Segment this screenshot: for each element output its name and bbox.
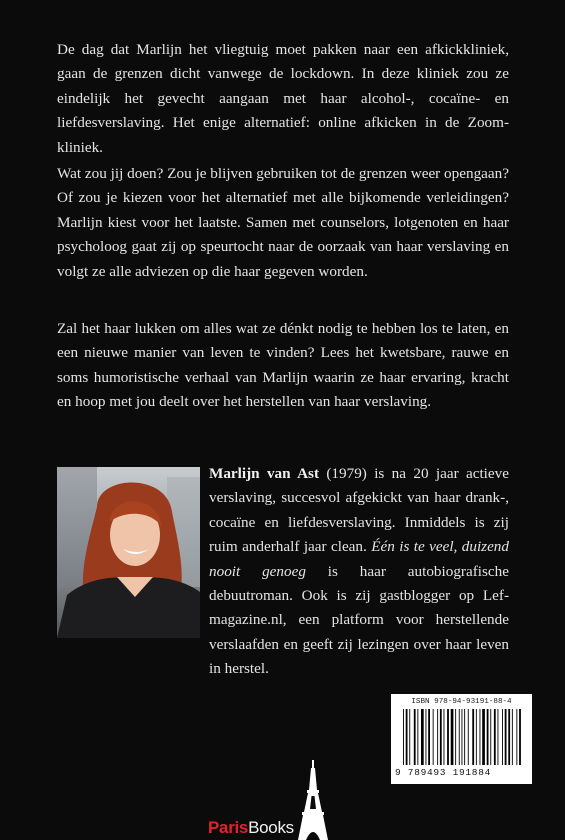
publisher-name-part-1: Paris bbox=[208, 818, 249, 837]
barcode-bar bbox=[428, 709, 430, 765]
barcode-bar bbox=[462, 709, 463, 765]
blurb-paragraph-3: Zal het haar lukken om alles wat ze dénkt nodig te hebben los te laten, en een nieuwe manier van leven te vinden? Lees het kwetsbare, rauwe en soms humoristische verhaal van Marlijn waarin ze haar ervaring, kracht en hoop met jou deelt over het herstellen van haar verslaving. bbox=[57, 320, 509, 411]
barcode-bar bbox=[494, 709, 496, 765]
barcode-bar bbox=[440, 709, 442, 765]
barcode-bar bbox=[444, 709, 445, 765]
barcode-bar bbox=[426, 709, 427, 765]
barcode-bar bbox=[502, 709, 503, 765]
barcode-bar bbox=[508, 709, 510, 765]
publisher-name bbox=[208, 818, 294, 838]
barcode-bar bbox=[472, 709, 474, 765]
eiffel-tower-icon bbox=[298, 760, 328, 840]
blurb-paragraph-2: Wat zou jij doen? Zou je blijven gebruiken tot de grenzen weer opengaan? Of zou je kiezen voor het alternatief met alle bijkomende verleidingen? Marlijn kiest voor het laatste. Samen met counselors, lotgenoten en haar psycholoog gaat zij op speurtocht naar de oorzaak van haar verslaving en volgt ze alle adviezen op die haar gegeven worden. bbox=[57, 165, 509, 280]
isbn-label: ISBN 978-94-93191-88-4 bbox=[411, 698, 512, 706]
barcode-bar bbox=[487, 709, 489, 765]
barcode-bar bbox=[406, 709, 408, 765]
author-bio-text-2: is haar autobiografische debuutroman. Ook is zij gastblogger op Lef-magazine.nl, een platform voor herstellende verslaafden en geeft zij lezingen over haar leven in herstel. bbox=[209, 562, 509, 678]
barcode-bar bbox=[519, 709, 521, 765]
barcode-bar bbox=[490, 709, 491, 765]
barcode-bar bbox=[512, 709, 513, 765]
barcode-bar bbox=[480, 709, 481, 765]
barcode-bar bbox=[505, 709, 507, 765]
isbn-digits: 9 789493 191884 bbox=[395, 767, 492, 778]
barcode bbox=[391, 694, 532, 784]
barcode-bar bbox=[409, 709, 410, 765]
author-bio-text-1: (1979) is na 20 jaar actieve verslaving, succesvol afgekickt van haar drank-, cocaïne en liefdesverslaving. Inmiddels is zij ruim anderhalf jaar clean. bbox=[209, 465, 509, 556]
barcode-bar bbox=[403, 709, 404, 765]
barcode-bar bbox=[468, 709, 469, 765]
barcode-bar bbox=[447, 709, 449, 765]
barcode-bar bbox=[421, 709, 424, 765]
barcode-bar bbox=[414, 709, 416, 765]
author-name: Marlijn van Ast bbox=[209, 465, 320, 482]
barcode-bars bbox=[403, 709, 521, 765]
blurb-paragraph-1: De dag dat Marlijn het vliegtuig moet pakken naar een afkickkliniek, gaan de grenzen dicht vanwege de lockdown. In deze kliniek zou ze eindelijk het gevecht aangaan met haar alcohol-, cocaïne- en liefdesverslaving. Het enige alternatief: online afkicken in de Zoom-kliniek. bbox=[57, 41, 509, 156]
barcode-bar bbox=[417, 709, 418, 765]
publisher-name-part-2: Books bbox=[248, 818, 294, 837]
barcode-bar bbox=[482, 709, 485, 765]
barcode-bar bbox=[464, 709, 465, 765]
barcode-bar bbox=[437, 709, 438, 765]
book-title: Één is te veel, duizend nooit genoeg bbox=[209, 538, 509, 580]
barcode-bar bbox=[498, 709, 499, 765]
publisher-logo bbox=[208, 760, 328, 838]
author-photo bbox=[57, 467, 200, 638]
barcode-bar bbox=[459, 709, 460, 765]
author-bio bbox=[209, 462, 509, 682]
barcode-bar bbox=[476, 709, 477, 765]
barcode-bar bbox=[516, 709, 517, 765]
barcode-bar bbox=[455, 709, 456, 765]
barcode-bar bbox=[451, 709, 454, 765]
barcode-bar bbox=[433, 709, 434, 765]
